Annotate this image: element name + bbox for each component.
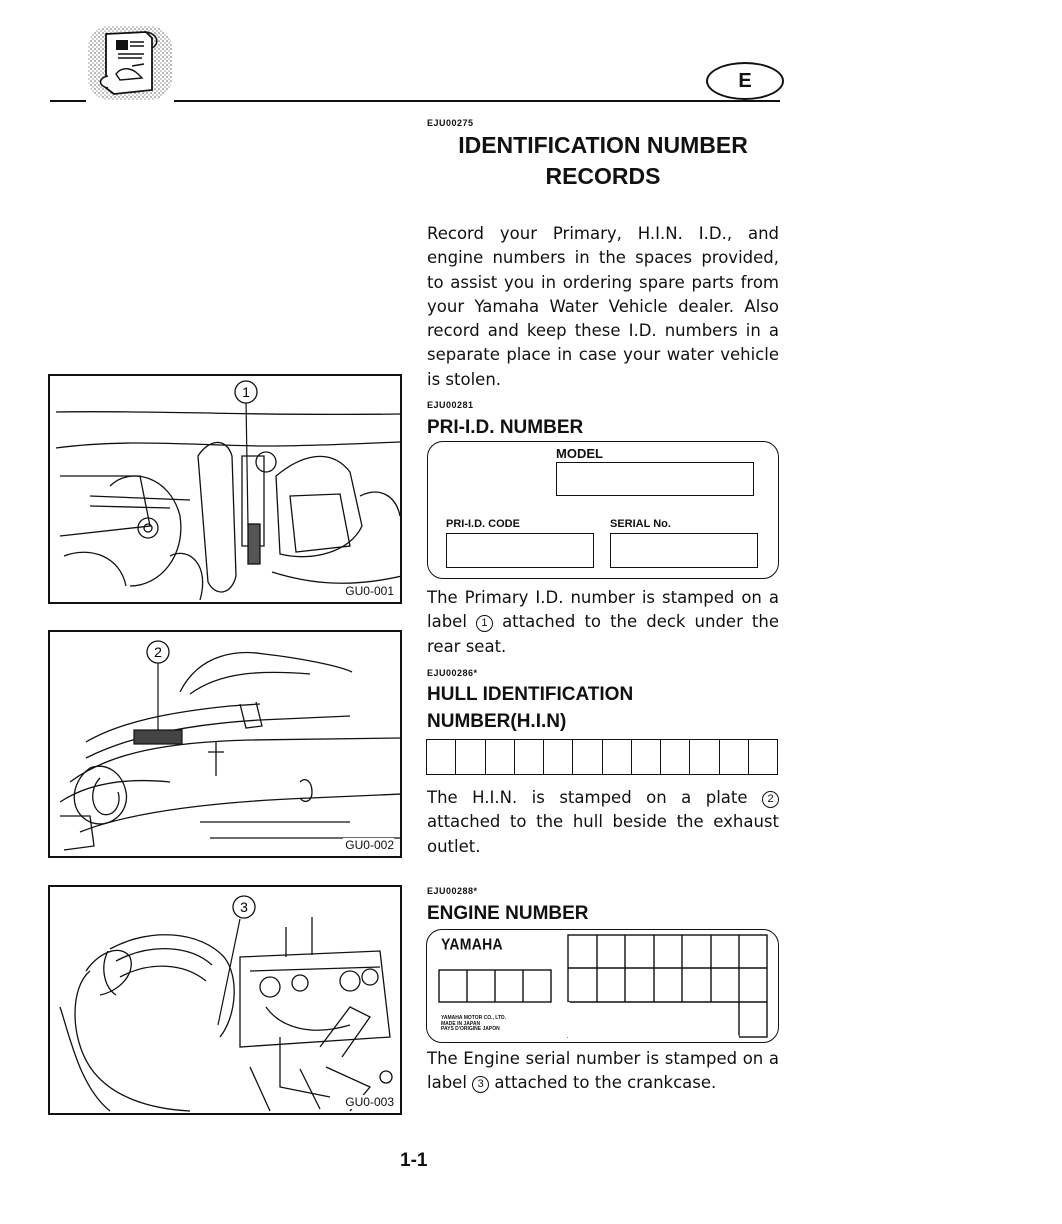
hin-heading-line1: HULL IDENTIFICATION	[427, 684, 634, 705]
engine-code: EJU00288*	[427, 886, 478, 896]
figure-3-code: GU0-003	[345, 1095, 394, 1109]
hin-heading	[427, 681, 633, 735]
figure-1-marker: 1	[242, 384, 250, 400]
hin-desc-before: The H.I.N. is stamped on a plate	[427, 788, 748, 807]
hin-cell[interactable]	[720, 740, 749, 774]
engine-heading: ENGINE NUMBER	[427, 903, 589, 924]
hin-desc-after: attached to the hull beside the exhaust outlet.	[427, 812, 779, 856]
model-label: MODEL	[556, 446, 603, 461]
engine-marker: 3	[472, 1076, 489, 1093]
figure-hull-plate	[48, 630, 402, 858]
engine-illustration	[50, 887, 402, 1115]
pri-code-label: PRI-I.D. CODE	[446, 518, 520, 530]
pri-code-field[interactable]	[446, 533, 594, 568]
yamaha-brand: YAMAHA	[441, 934, 503, 954]
language-badge: E	[706, 62, 784, 100]
figure-1-code: GU0-001	[345, 584, 394, 598]
pri-marker: 1	[476, 615, 493, 632]
engine-label-box	[426, 929, 779, 1043]
pri-desc-before: The Primary I.D. number is stamped on a label	[427, 588, 779, 632]
header-rule-left	[50, 100, 86, 102]
pri-id-record-box	[427, 441, 779, 579]
figure-engine-label	[48, 885, 402, 1115]
engine-desc-before: The Engine serial number is stamped on a label	[427, 1049, 779, 1093]
hin-cell[interactable]	[515, 740, 544, 774]
deck-illustration	[50, 376, 402, 604]
maker-line2: MADE IN JAPAN	[441, 1020, 481, 1027]
hull-illustration	[50, 632, 402, 858]
pri-description	[427, 586, 779, 659]
figure-deck-label	[48, 374, 402, 604]
maker-info	[441, 1016, 506, 1033]
hin-cell[interactable]	[427, 740, 456, 774]
intro-paragraph: Record your Primary, H.I.N. I.D., and engine numbers in the spaces provided, to assist you in ordering spare parts from your Yamaha Water Vehicle dealer. Also record and keep these I.D. numbers in a separate place in case your water vehicle is stolen.	[427, 224, 779, 389]
page-title-line1: IDENTIFICATION NUMBER	[458, 132, 748, 158]
serial-field[interactable]	[610, 533, 758, 568]
page-title-line2: RECORDS	[545, 163, 661, 189]
hin-cell[interactable]	[603, 740, 632, 774]
hin-cell[interactable]	[486, 740, 515, 774]
serial-label: SERIAL No.	[610, 518, 671, 530]
hin-cell[interactable]	[690, 740, 719, 774]
hin-cell[interactable]	[544, 740, 573, 774]
hin-code: EJU00286*	[427, 668, 478, 678]
hin-grid	[426, 739, 778, 775]
manual-book-icon	[86, 24, 174, 104]
maker-line3: PAYS D'ORIGINE JAPON	[441, 1026, 500, 1032]
figure-3-marker: 3	[240, 899, 248, 915]
pri-desc-after: attached to the deck under the rear seat.	[427, 612, 780, 656]
hin-cell[interactable]	[573, 740, 602, 774]
figure-2-code: GU0-002	[345, 838, 394, 852]
pri-heading: PRI-I.D. NUMBER	[427, 417, 584, 438]
model-field[interactable]	[556, 462, 754, 496]
section-code: EJU00275	[427, 118, 474, 128]
hin-cell[interactable]	[749, 740, 777, 774]
hin-cell[interactable]	[456, 740, 485, 774]
hin-heading-line2: NUMBER(H.I.N)	[427, 711, 567, 732]
engine-desc-after: attached to the crankcase.	[494, 1073, 717, 1093]
engine-description	[427, 1047, 779, 1096]
hin-description	[427, 786, 779, 859]
hin-cell[interactable]	[632, 740, 661, 774]
hin-marker: 2	[762, 791, 779, 808]
figure-2-marker: 2	[154, 644, 162, 660]
page-title	[427, 130, 779, 192]
pri-code: EJU00281	[427, 400, 474, 410]
page-number: 1-1	[400, 1150, 428, 1171]
hin-cell[interactable]	[661, 740, 690, 774]
header-rule-right	[174, 100, 780, 102]
maker-line1: YAMAHA MOTOR CO., LTD.	[441, 1015, 506, 1021]
